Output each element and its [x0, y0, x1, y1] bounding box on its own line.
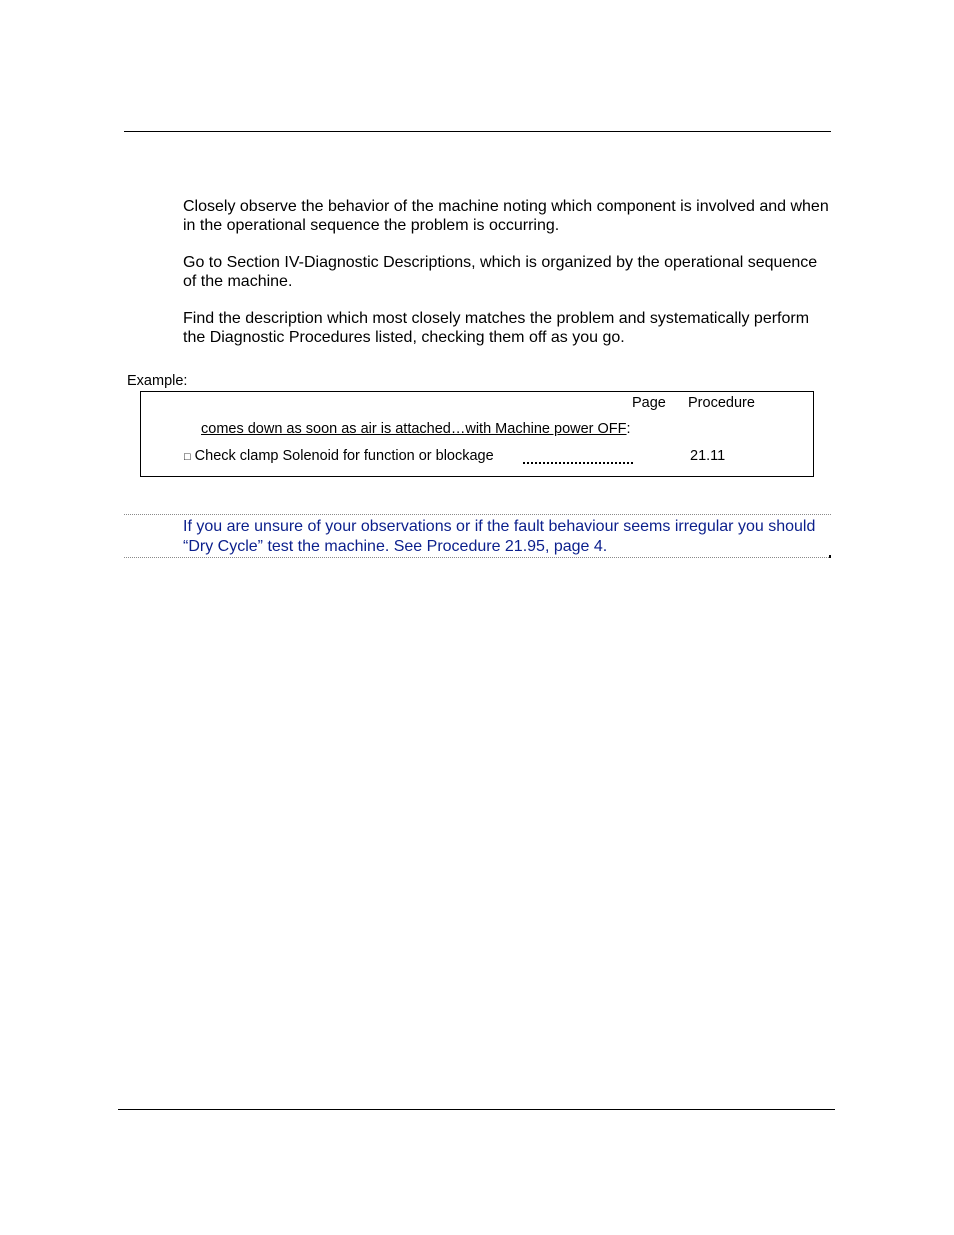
example-label: Example:: [127, 373, 188, 389]
footer-rule: [118, 1109, 835, 1110]
check-item: [184, 448, 494, 466]
example-box: [140, 391, 814, 477]
fault-description-suffix: :: [626, 421, 631, 437]
fault-description-text: comes down as soon as air is attached…with Machine power OFF: [201, 421, 627, 437]
instruction-observe: Closely observe the behavior of the machine noting which component is involved and when in the operational sequence the problem is occurring.: [183, 198, 829, 234]
fault-description: [201, 421, 631, 438]
note-border-bottom: [124, 557, 831, 558]
header-rule: [124, 131, 831, 132]
note-border-top: [124, 514, 831, 515]
procedure-number: 21.11: [690, 448, 726, 464]
column-header-procedure: Procedure: [688, 395, 755, 411]
note-corner-mark: [829, 555, 831, 558]
instruction-find-description: Find the description which most closely matches the problem and systematically perform the Diagnostic Procedures listed, checking them off as you go.: [183, 310, 810, 346]
column-header-page: Page: [632, 395, 666, 411]
dry-cycle-note: If you are unsure of your observations or if the fault behaviour seems irregular you should “Dry Cycle” test the machine. See Procedure 21.95, page 4.: [183, 518, 816, 555]
checkbox-icon: □: [184, 451, 191, 463]
instruction-go-to-section: Go to Section IV-Diagnostic Descriptions, which is organized by the operational sequence of the machine.: [183, 254, 818, 290]
dot-leader: [523, 462, 633, 464]
check-item-label: Check clamp Solenoid for function or blockage: [194, 448, 494, 464]
